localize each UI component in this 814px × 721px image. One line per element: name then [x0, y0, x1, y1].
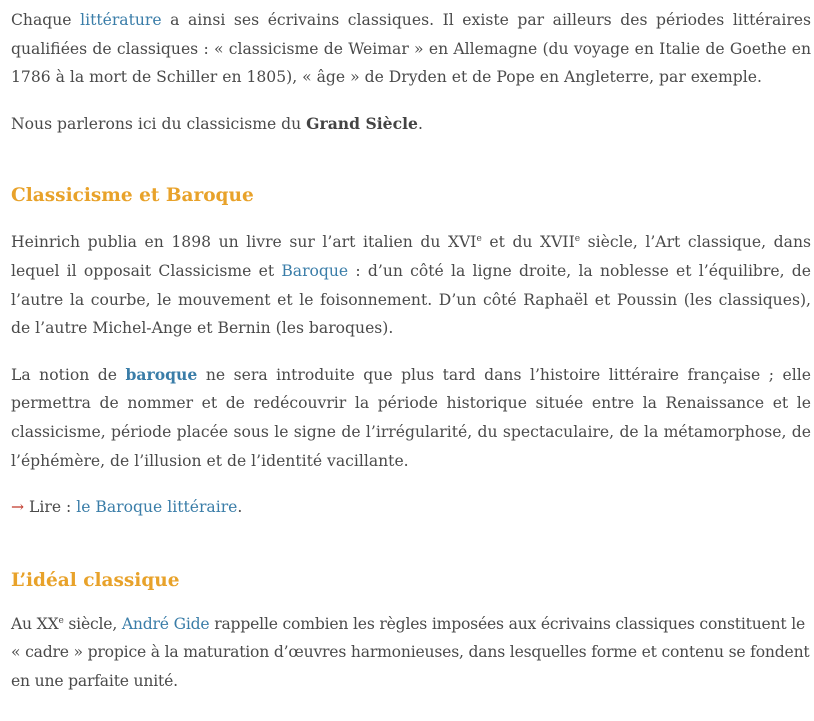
paragraph-gide: [11, 610, 811, 696]
heading-ideal-classique: L’idéal classique: [11, 569, 180, 591]
paragraph-grand-siecle: [11, 110, 811, 139]
text: .: [237, 498, 243, 517]
paragraph-intro: [11, 6, 811, 92]
text: : d’un côté la ligne droite, la noblesse et l’équilibre, de l’autre la courbe, le mouvement et le foisonnement. D’un côté Raphaël et Poussin (les classiques), de l’autre Michel-Ange et Bernin (les baroques).: [11, 261, 811, 338]
paragraph-notion-baroque: [11, 361, 811, 475]
text: .: [417, 114, 423, 133]
text: Chaque: [11, 11, 81, 29]
link-litterature[interactable]: littérature: [80, 11, 162, 29]
text: Nous parlerons ici du classicisme du: [11, 114, 307, 133]
link-baroque[interactable]: Baroque: [281, 261, 349, 280]
text: Heinrich publia en 1898 un livre sur l’art italien du XVI: [11, 233, 477, 252]
paragraph-heinrich: [11, 228, 811, 342]
text: rappelle combien les règles imposées aux écrivains classiques constituent le « cadre » propice à la maturation d’œuvres harmonieuses, dans lesquelles forme et contenu se fondent en une parfaite unité.: [11, 614, 810, 690]
link-andre-gide[interactable]: André Gide: [121, 614, 210, 633]
link-baroque-bold[interactable]: baroque: [125, 364, 198, 384]
text: et du XVII: [481, 233, 575, 252]
strong-grand-siecle: Grand Siècle: [306, 113, 418, 133]
paragraph-lire: [11, 493, 811, 522]
text: siècle, l’Art classique, dans lequel il opposait Classicisme et: [11, 233, 811, 280]
text: Lire :: [24, 498, 77, 517]
link-baroque-litteraire[interactable]: le Baroque littéraire: [76, 498, 238, 517]
text: Au XX: [11, 614, 59, 633]
text: ne sera introduite que plus tard dans l’histoire littéraire française ; elle permettra de nommer et de redécouvrir la période historique située entre la Renaissance et le classicisme, période placée sous le signe de l’irrégularité, du spectaculaire, de la métamorphose, de l’éphémère, de l’illusion et de l’identité vacillante.: [11, 365, 811, 470]
superscript: e: [58, 615, 64, 626]
heading-classicisme-baroque: Classicisme et Baroque: [11, 185, 254, 207]
text: a ainsi ses écrivains classiques. Il existe par ailleurs des périodes littéraires qualifiées de classiques : « classicisme de Weimar » en Allemagne (du voyage en Italie de Goethe en 1786 à la mort de Schiller en 1805), « âge » de Dryden et de Pope en Angleterre, par exemple.: [11, 11, 811, 87]
text: La notion de: [11, 365, 126, 384]
superscript: e: [476, 234, 482, 245]
superscript: e: [574, 234, 581, 245]
arrow-right-icon: →: [11, 498, 25, 517]
text: siècle,: [63, 614, 122, 633]
